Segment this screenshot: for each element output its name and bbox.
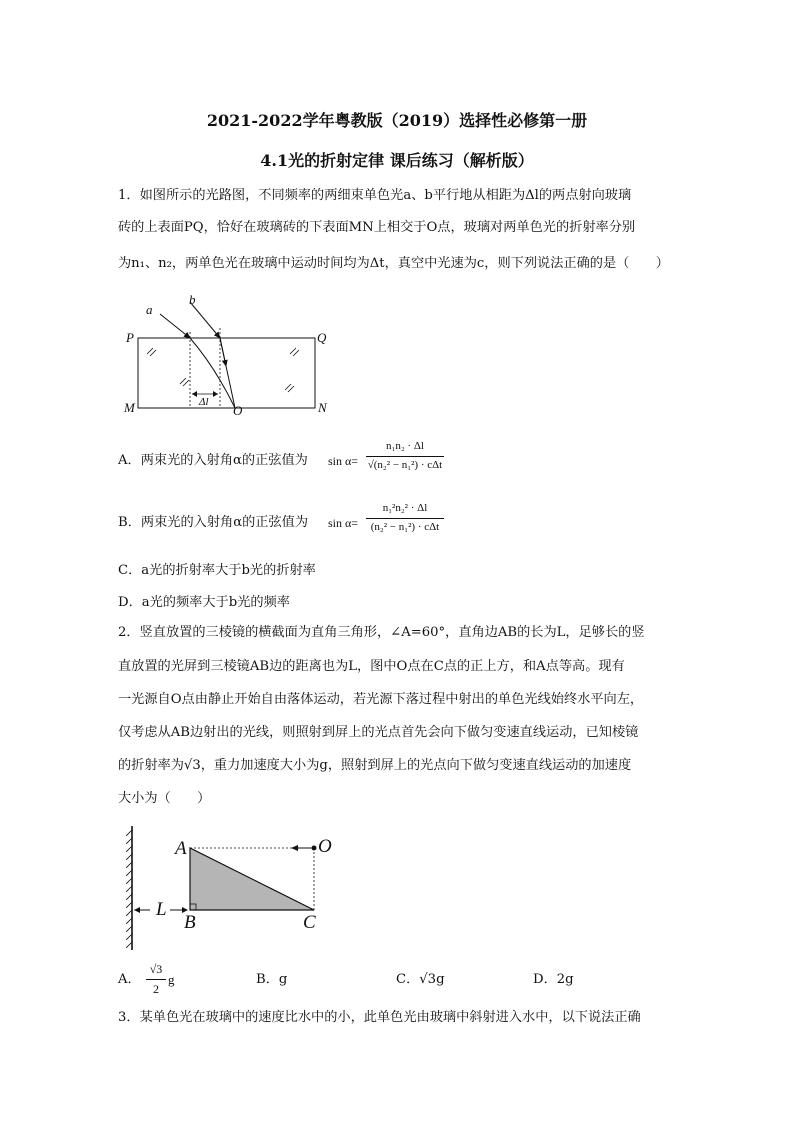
q2-option-a-numerator: √3 <box>149 962 163 976</box>
q2-option-b: B．g <box>256 972 288 987</box>
q1-option-c: C．a光的折射率大于b光的折射率 <box>118 563 316 578</box>
q2-line-2: 直放置的光屏到三棱镜AB边的距离也为L，图中O点在C点的正上方，和A点等高。现有 <box>118 659 625 674</box>
q1-option-b-lhs: sin α= <box>328 516 359 530</box>
screen-hatching <box>126 830 132 948</box>
q2-option-a-fraction-bar <box>146 979 166 980</box>
label-distance-l: L <box>156 899 167 920</box>
q2-option-a-denominator: 2 <box>153 982 159 996</box>
q1-option-a-fraction-bar <box>366 456 444 457</box>
ray-a-incident <box>160 314 190 338</box>
q3-line-1: 3．某单色光在玻璃中的速度比水中的小，此单色光由玻璃中斜射进入水中，以下说法正确 <box>118 1010 641 1025</box>
q2-option-d: D．2g <box>533 972 574 987</box>
q1-line-2: 砖的上表面PQ，恰好在玻璃砖的下表面MN上相交于O点，玻璃对两单色光的折射率分别 <box>118 220 636 235</box>
q1-option-b-numerator: n₁²n₂² · Δl <box>382 502 428 514</box>
label-q: Q <box>317 330 327 345</box>
q1-line-1: 1．如图所示的光路图，不同频率的两细束单色光a、b平行地从相距为Δl的两点射向玻璃 <box>118 188 632 203</box>
point-o-dot <box>312 846 317 851</box>
q1-option-a-text: A．两束光的入射角α的正弦值为 <box>118 453 308 468</box>
label-point-b: B <box>184 912 196 933</box>
label-n: N <box>318 400 327 415</box>
label-point-o: O <box>318 836 332 857</box>
q1-option-a-denominator: √(n₂² − n₁²) · cΔt <box>367 459 443 471</box>
label-point-c: C <box>303 912 316 933</box>
q2-line-6: 大小为（ ） <box>118 791 211 806</box>
q2-line-4: 仅考虑从AB边射出的光线，则照射到屏上的光点首先会向下做匀变速直线运动，已知棱镜 <box>118 725 639 740</box>
label-ray-b: b <box>189 292 196 307</box>
q1-line-3: 为n₁、n₂，两单色光在玻璃中运动时间均为Δt，真空中光速为c，则下列说法正确的是（ ） <box>118 256 669 271</box>
glass-block <box>138 338 315 408</box>
label-o: O <box>233 403 243 418</box>
document-subtitle: 4.1光的折射定律 课后练习（解析版） <box>260 151 534 170</box>
q2-option-a-label: A． <box>118 972 141 987</box>
q1-option-a-lhs: sin α= <box>328 454 359 468</box>
q2-option-a-unit: g <box>168 972 175 987</box>
q2-line-1: 2．竖直放置的三棱镜的横截面为直角三角形，∠A=60°，直角边AB的长为L，足够长的竖 <box>118 625 645 640</box>
q2-line-3: 一光源自O点由静止开始自由落体运动，若光源下落过程中射出的单色光线始终水平向左， <box>118 692 644 707</box>
q1-option-b-text: B．两束光的入射角α的正弦值为 <box>118 515 309 530</box>
label-p: P <box>126 330 134 345</box>
q1-option-a-numerator: n₁n₂ · Δl <box>386 440 424 452</box>
label-m: M <box>124 400 135 415</box>
q2-line-5: 的折射率为√3，重力加速度大小为g，照射到屏上的光点向下做匀变速直线运动的加速度 <box>118 758 632 773</box>
q1-option-b-denominator: (n₂² − n₁²) · cΔt <box>370 521 440 533</box>
label-delta-l: Δl <box>199 396 209 408</box>
ray-a-refracted <box>190 338 235 408</box>
label-ray-a: a <box>146 302 153 317</box>
q1-option-b-fraction-bar <box>366 518 444 519</box>
prism-triangle <box>190 848 314 910</box>
document-title: 2021-2022学年粤教版（2019）选择性必修第一册 <box>206 111 588 130</box>
q1-option-d: D．a光的频率大于b光的频率 <box>118 595 290 610</box>
q2-prism-figure <box>122 822 332 952</box>
label-point-a: A <box>175 838 187 859</box>
q2-option-c: C．√3g <box>396 972 445 987</box>
